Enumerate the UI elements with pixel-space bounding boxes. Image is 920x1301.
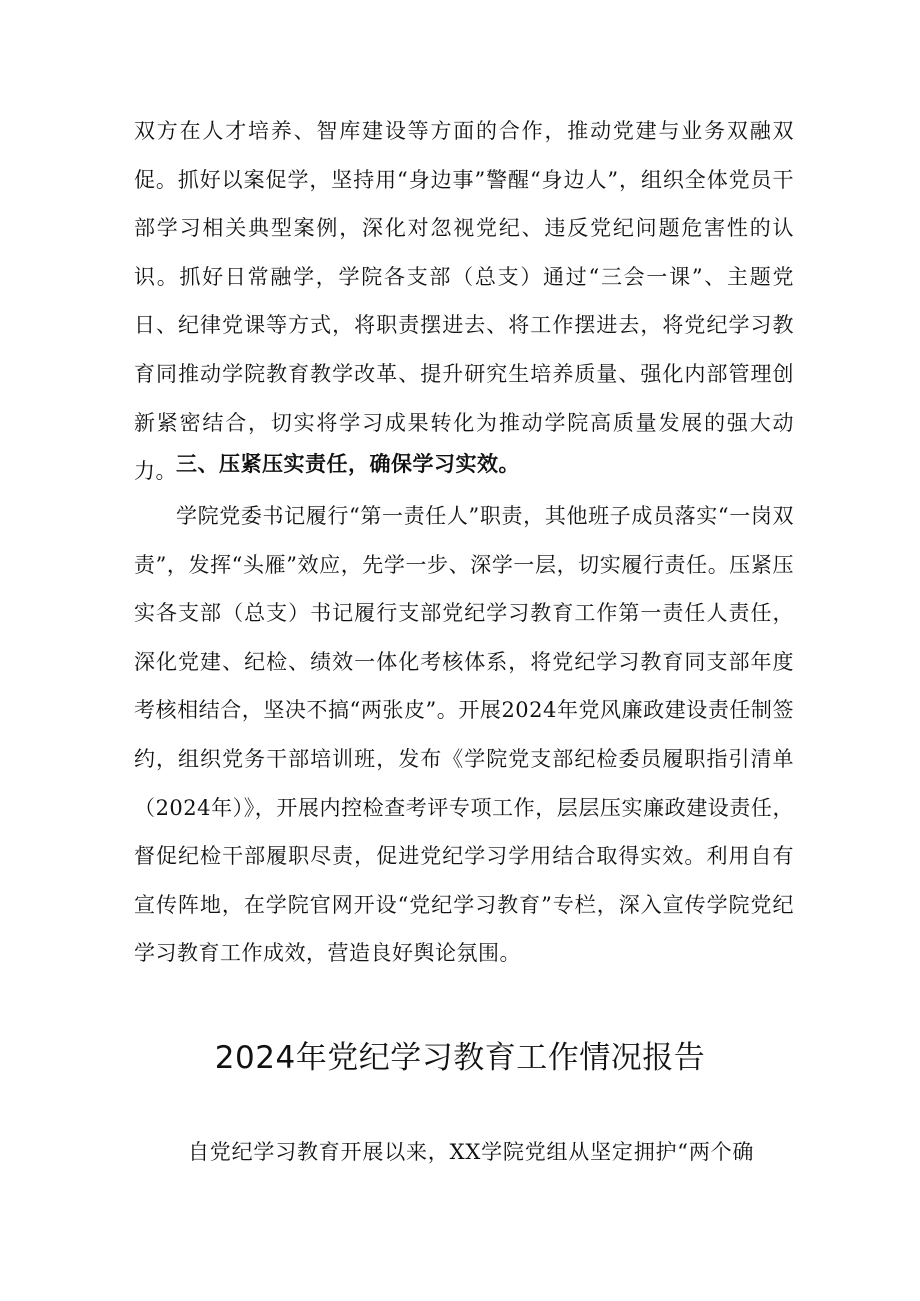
- report-intro-paragraph: 自党纪学习教育开展以来，XX学院党组从坚定拥护“两个确: [188, 1140, 755, 1164]
- section-two-continued-paragraph: 双方在人才培养、智库建设等方面的合作，推动党建与业务双融双促。抓好以案促学，坚持用“身边事”警醒“身边人”，组织全体党员干部学习相关典型案例，深化对忽视党纪、违反党纪问题危害性的认识。抓好日常融学，学院各支部（总支）通过“三会一课”、主题党日、纪律党课等方式，将职责摆进去、将工作摆进去，将党纪学习教育同推动学院教育教学改革、提升研究生培养质量、强化内部管理创新紧密结合，切实将学习成果转化为推动学院高质量发展的强大动力。: [134, 119, 794, 484]
- report-title: 2024年党纪学习教育工作情况报告: [214, 1040, 706, 1076]
- section-three-heading: 三、压紧压实责任，确保学习实效。: [176, 452, 520, 476]
- section-three-body-paragraph: 学院党委书记履行“第一责任人”职责，其他班子成员落实“一岗双责”，发挥“头雁”效应，先学一步、深学一层，切实履行责任。压紧压实各支部（总支）书记履行支部党纪学习教育工作第一责任人责任，深化党建、纪检、绩效一体化考核体系，将党纪学习教育同支部年度考核相结合，坚决不搞“两张皮”。开展2024年党风廉政建设责任制签约，组织党务干部培训班，发布《学院党支部纪检委员履职指引清单（2024年）》，开展内控检查考评专项工作，层层压实廉政建设责任，督促纪检干部履职尽责，促进党纪学习学用结合取得实效。利用自有宣传阵地，在学院官网开设“党纪学习教育”专栏，深入宣传学院党纪学习教育工作成效，营造良好舆论氛围。: [134, 504, 794, 966]
